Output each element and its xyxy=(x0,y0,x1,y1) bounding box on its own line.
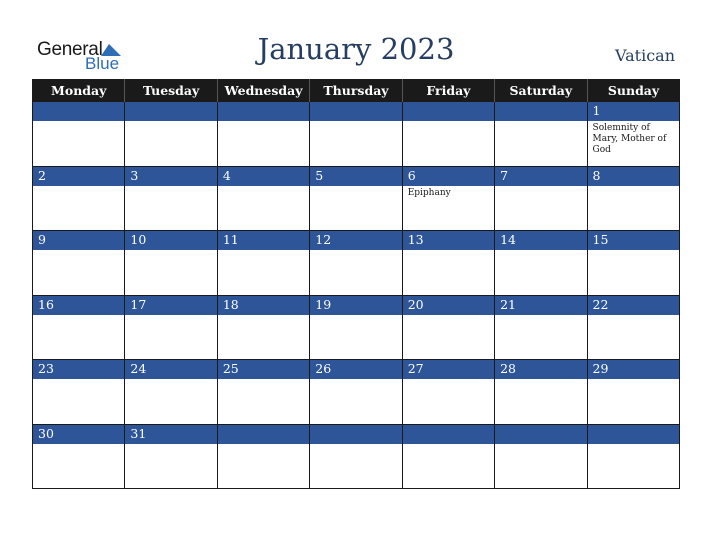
day-number: 5 xyxy=(310,167,401,186)
day-number: 22 xyxy=(588,296,679,315)
page-title: January 2023 xyxy=(257,32,455,66)
day-number xyxy=(403,102,494,121)
day-cell xyxy=(402,360,494,425)
day-cell xyxy=(495,102,587,167)
weekday-header: Tuesday xyxy=(125,79,217,102)
day-cell xyxy=(495,424,587,489)
day-cell xyxy=(125,360,217,425)
weekday-header-row xyxy=(33,79,680,102)
day-cell xyxy=(402,231,494,296)
day-cell xyxy=(495,231,587,296)
day-number: 25 xyxy=(218,360,309,379)
day-cell xyxy=(402,102,494,167)
weekday-header: Sunday xyxy=(587,79,679,102)
day-cell xyxy=(310,424,402,489)
day-number: 26 xyxy=(310,360,401,379)
weekday-header: Monday xyxy=(33,79,125,102)
day-number: 11 xyxy=(218,231,309,250)
day-number xyxy=(218,102,309,121)
day-number: 7 xyxy=(495,167,586,186)
day-cell xyxy=(310,166,402,231)
day-number: 21 xyxy=(495,296,586,315)
day-cell xyxy=(217,424,309,489)
week-row xyxy=(33,295,680,360)
day-cell xyxy=(217,231,309,296)
day-cell xyxy=(587,166,679,231)
day-number: 18 xyxy=(218,296,309,315)
day-number xyxy=(403,425,494,444)
day-cell xyxy=(125,295,217,360)
day-number xyxy=(310,102,401,121)
day-number: 13 xyxy=(403,231,494,250)
day-cell xyxy=(125,102,217,167)
day-cell xyxy=(310,102,402,167)
day-cell xyxy=(402,424,494,489)
weekday-header: Wednesday xyxy=(217,79,309,102)
day-cell xyxy=(125,231,217,296)
day-cell xyxy=(310,360,402,425)
day-cell xyxy=(125,166,217,231)
day-number xyxy=(495,425,586,444)
day-number: 14 xyxy=(495,231,586,250)
day-number: 31 xyxy=(125,425,216,444)
day-number: 30 xyxy=(33,425,124,444)
week-row xyxy=(33,166,680,231)
day-number: 3 xyxy=(125,167,216,186)
day-number: 9 xyxy=(33,231,124,250)
day-cell xyxy=(125,424,217,489)
logo-word-blue: Blue xyxy=(85,54,120,73)
logo-word-general: General xyxy=(37,39,103,60)
day-number xyxy=(588,425,679,444)
country-label: Vatican xyxy=(615,46,675,65)
day-cell xyxy=(217,295,309,360)
day-number: 6 xyxy=(403,167,494,186)
day-number: 29 xyxy=(588,360,679,379)
day-cell xyxy=(587,102,679,167)
day-cell xyxy=(402,166,494,231)
holiday-label: Solemnity of Mary, Mother of God xyxy=(592,123,667,155)
day-number xyxy=(125,102,216,121)
day-number: 8 xyxy=(588,167,679,186)
weekday-header: Saturday xyxy=(495,79,587,102)
day-number: 23 xyxy=(33,360,124,379)
day-number: 28 xyxy=(495,360,586,379)
day-cell xyxy=(217,166,309,231)
day-number xyxy=(33,102,124,121)
day-cell xyxy=(33,231,125,296)
holiday-label: Epiphany xyxy=(407,187,451,198)
day-cell xyxy=(587,360,679,425)
day-number xyxy=(218,425,309,444)
day-number xyxy=(495,102,586,121)
day-cell xyxy=(33,360,125,425)
week-row xyxy=(33,102,680,167)
day-cell xyxy=(402,295,494,360)
week-row xyxy=(33,360,680,425)
day-number: 1 xyxy=(588,102,679,121)
day-cell xyxy=(33,424,125,489)
day-cell xyxy=(587,295,679,360)
weekday-header: Thursday xyxy=(310,79,402,102)
day-cell xyxy=(495,360,587,425)
week-row xyxy=(33,231,680,296)
day-number: 27 xyxy=(403,360,494,379)
day-number: 10 xyxy=(125,231,216,250)
day-number xyxy=(310,425,401,444)
day-cell xyxy=(495,166,587,231)
day-cell xyxy=(310,231,402,296)
day-number: 24 xyxy=(125,360,216,379)
day-number: 2 xyxy=(33,167,124,186)
day-cell xyxy=(33,102,125,167)
day-cell xyxy=(33,295,125,360)
day-cell xyxy=(495,295,587,360)
calendar-grid xyxy=(32,79,680,489)
day-number: 17 xyxy=(125,296,216,315)
day-cell xyxy=(587,231,679,296)
day-number: 16 xyxy=(33,296,124,315)
day-cell xyxy=(587,424,679,489)
day-number: 19 xyxy=(310,296,401,315)
weekday-header: Friday xyxy=(402,79,494,102)
day-cell xyxy=(217,360,309,425)
day-number: 4 xyxy=(218,167,309,186)
day-number: 20 xyxy=(403,296,494,315)
day-number: 15 xyxy=(588,231,679,250)
day-cell xyxy=(310,295,402,360)
day-number: 12 xyxy=(310,231,401,250)
day-cell xyxy=(217,102,309,167)
day-cell xyxy=(33,166,125,231)
week-row xyxy=(33,424,680,489)
